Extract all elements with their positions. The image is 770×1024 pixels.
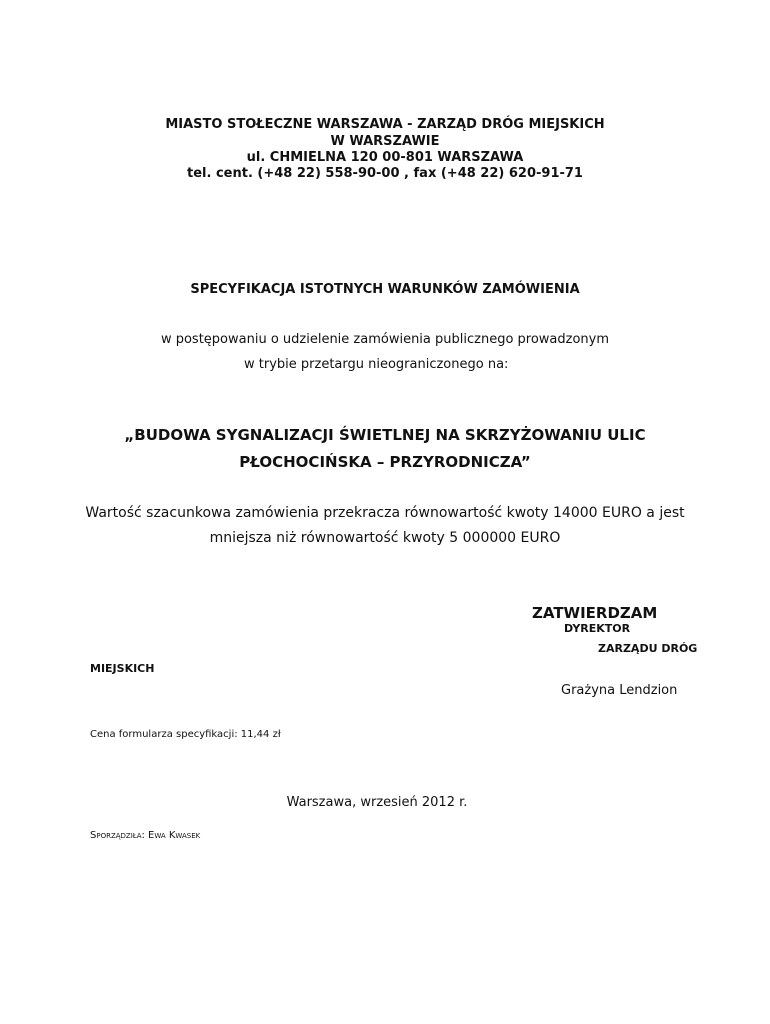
- subject-line-2: PŁOCHOCIŃSKA – PRZYRODNICZA”: [239, 453, 531, 471]
- prepared-by: Sporządziła: Ewa Kwasek: [90, 830, 201, 841]
- approval-role-director: DYREKTOR: [564, 622, 631, 635]
- subject-line-1: „BUDOWA SYGNALIZACJI ŚWIETLNEJ NA SKRZYŻOWANIU ULIC: [124, 426, 646, 444]
- price-note: Cena formularza specyfikacji: 11,44 zł: [90, 729, 281, 740]
- approval-name: Grażyna Lendzion: [561, 683, 678, 698]
- approval-role-municipal: MIEJSKICH: [90, 662, 155, 675]
- approval-role-board: ZARZĄDU DRÓG: [598, 642, 698, 655]
- header-line-phone: tel. cent. (+48 22) 558-90-00 , fax (+48 22) 620-91-71: [187, 166, 583, 181]
- header-line-address: ul. CHMIELNA 120 00-801 WARSZAWA: [246, 150, 524, 165]
- procedure-line-2: w trybie przetargu nieograniczonego na:: [244, 357, 509, 372]
- header-line-city: W WARSZAWIE: [330, 134, 440, 149]
- approval-heading: ZATWIERDZAM: [532, 604, 658, 622]
- header-line-institution: MIASTO STOŁECZNE WARSZAWA - ZARZĄD DRÓG MIEJSKICH: [165, 117, 605, 132]
- value-line-2: mniejsza niż równowartość kwoty 5 000000 EURO: [209, 530, 561, 546]
- value-line-1: Wartość szacunkowa zamówienia przekracza równowartość kwoty 14000 EURO a jest: [85, 505, 685, 521]
- place-date: Warszawa, wrzesień 2012 r.: [286, 795, 468, 810]
- procedure-line-1: w postępowaniu o udzielenie zamówienia publicznego prowadzonym: [160, 332, 610, 347]
- spec-title: SPECYFIKACJA ISTOTNYCH WARUNKÓW ZAMÓWIENIA: [190, 282, 580, 297]
